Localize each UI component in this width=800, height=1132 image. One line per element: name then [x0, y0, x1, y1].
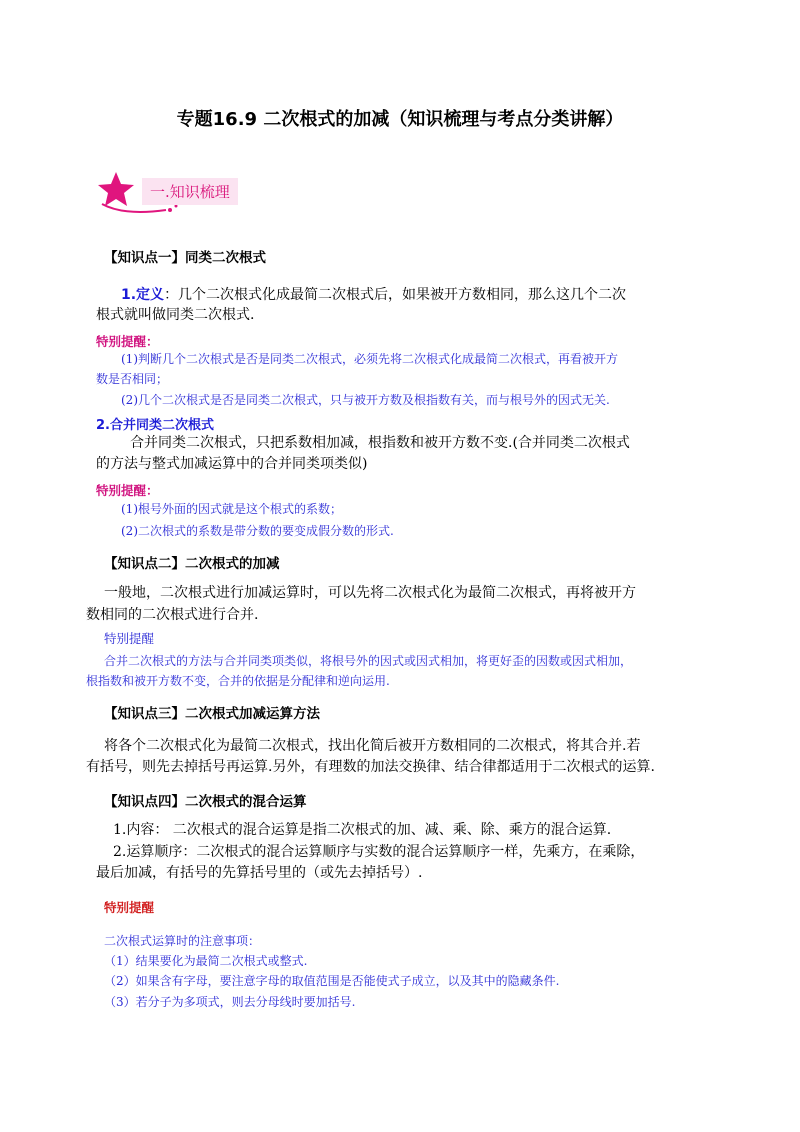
kp2-heading: 【知识点二】二次根式的加减	[104, 556, 280, 572]
kp1-def-line2: 根式就叫做同类二次根式.	[96, 307, 255, 323]
kp4-line1: 1.内容： 二次根式的混合运算是指二次根式的加、减、乘、除、乘方的混合运算.	[113, 822, 612, 838]
kp1-tip3: (1)根号外面的因式就是这个根式的系数；	[121, 502, 342, 516]
kp4-heading: 【知识点四】二次根式的混合运算	[104, 794, 307, 810]
kp1-merge-heading: 2.合并同类二次根式	[96, 418, 214, 433]
kp1-heading: 【知识点一】同类二次根式	[104, 250, 266, 266]
section-header	[94, 170, 264, 216]
kp1-definition	[121, 286, 626, 305]
kp1-tip2: (2)几个二次根式是否是同类二次根式，只与被开方数及根指数有关，而与根号外的因式无关.	[121, 393, 610, 407]
kp2-line1: 一般地，二次根式进行加减运算时，可以先将二次根式化为最简二次根式，再将被开方	[104, 585, 636, 601]
kp4-note-title: 二次根式运算时的注意事项：	[104, 934, 261, 948]
page-title: 专题16.9 二次根式的加减（知识梳理与考点分类讲解）	[176, 109, 624, 130]
kp4-line2: 2.运算顺序：二次根式的混合运算顺序与实数的混合运算顺序一样，先乘方，在乘除，	[113, 844, 645, 860]
kp1-tip1-line2: 数是否相同；	[96, 372, 169, 386]
kp1-tip-label-2: 特别提醒：	[96, 483, 159, 498]
kp2-line2: 数相同的二次根式进行合并.	[86, 607, 259, 623]
section-label: 一.知识梳理	[142, 178, 238, 205]
kp4-note3: （3）若分子为多项式，则去分母线时要加括号.	[104, 995, 356, 1009]
kp1-tip1-line1: (1)判断几个二次根式是否是同类二次根式，必须先将二次根式化成最简二次根式，再看被开方	[121, 352, 619, 366]
kp4-note1: （1）结果要化为最简二次根式或整式.	[104, 954, 308, 968]
kp2-tip-line1: 合并二次根式的方法与合并同类项类似，将根号外的因式或因式相加，将更好歪的因数或因式相加，	[104, 654, 633, 668]
kp2-tip-line2: 根指数和被开方数不变，合并的依据是分配律和逆向运用.	[86, 674, 390, 688]
kp3-line2: 有括号，则先去掉括号再运算.另外，有理数的加法交换律、结合律都适用于二次根式的运算.	[86, 759, 655, 775]
kp1-def-label: 1.定义	[121, 287, 165, 303]
kp2-tip-label: 特别提醒	[104, 631, 155, 646]
kp3-line1: 将各个二次根式化为最简二次根式，找出化简后被开方数相同的二次根式，将其合并.若	[104, 738, 641, 754]
kp4-line3: 最后加减，有括号的先算括号里的（或先去掉括号）.	[96, 865, 423, 881]
kp3-heading: 【知识点三】二次根式加减运算方法	[104, 706, 320, 722]
kp4-tip-label: 特别提醒	[104, 900, 155, 915]
kp1-merge-line2: 的方法与整式加减运算中的合并同类项类似)	[96, 456, 368, 472]
kp1-tip-label: 特别提醒：	[96, 334, 159, 349]
kp1-def-line1: ：几个二次根式化成最简二次根式后，如果被开方数相同，那么这几个二次	[164, 287, 627, 303]
kp4-note2: （2）如果含有字母，要注意字母的取值范围是否能使式子成立，以及其中的隐藏条件.	[104, 974, 560, 988]
kp1-merge-line1: 合并同类二次根式，只把系数相加减，根指数和被开方数不变.(合并同类二次根式	[130, 435, 630, 451]
kp1-tip4: (2)二次根式的系数是带分数的要变成假分数的形式.	[121, 524, 394, 538]
